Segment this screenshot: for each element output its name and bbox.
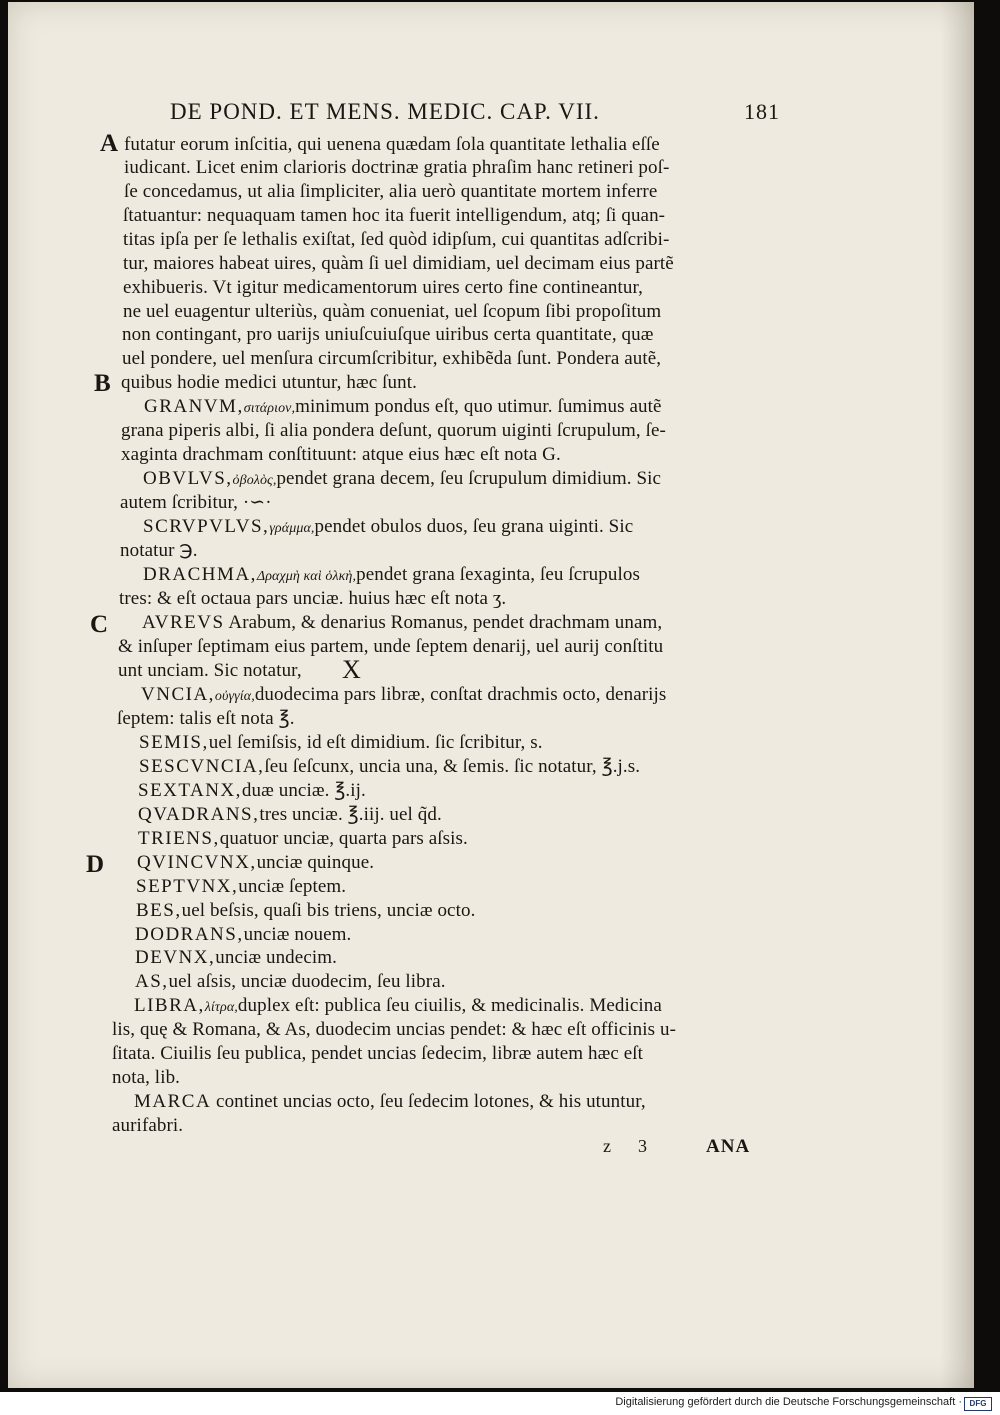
margin-letter-a: A [100,130,119,157]
text-line: unciæ quinque. [256,852,375,873]
text-line: uel pondere, uel menſura circumſcribitur, exhibẽda ſunt. Pondera autẽ, [122,348,662,369]
text-line: pendet obulos duos, ſeu grana uiginti. Sic [314,516,634,537]
text-line: pendet grana decem, ſeu ſcrupulum dimidium. Sic [276,468,662,489]
text-line: duæ unciæ. ℥.ij. [241,780,366,801]
term-marca: MARCA [134,1091,212,1112]
catchword: ANA [706,1136,751,1157]
text-line: autem ſcribitur, ·∽· [120,492,272,513]
entry-aureus [142,611,662,635]
text-line: & inſuper ſeptimam eius partem, unde ſeptem denarij, uel aurij conſtitu [118,636,664,657]
text-line: nota, lib. [112,1067,181,1088]
entry-scrupulus [143,515,633,541]
text-line: duplex eſt: publica ſeu ciuilis, & medicinalis. Medicina [237,995,662,1016]
entry-triens [138,827,468,851]
text-line: grana piperis albi, ſi alia pondera deſunt, quorum uiginti ſcrupulum, ſe- [121,420,666,441]
entry-drachma [143,563,640,589]
text-line: lis, quę & Romana, & As, duodecim uncias pendet: & hæc eſt officinis u- [112,1019,676,1040]
term-quincunx: QVINCVNX, [137,852,257,873]
text-line: unciæ ſeptem. [238,876,347,897]
entry-obulus [143,467,661,493]
text-line: unciæ nouem. [243,924,352,945]
term-drachma: DRACHMA, [143,564,257,585]
entry-marca [134,1090,646,1114]
entry-septunx [136,875,346,899]
term-scrupulus: SCRVPVLVS, [143,516,270,537]
margin-letter-c: C [90,611,109,638]
text-line: quibus hodie medici utuntur, hæc ſunt. [121,372,417,393]
text-line: tur, maiores habeat uires, quàm ſi uel dimidiam, uel decimam eius partẽ [123,253,674,274]
entry-as [135,970,446,994]
text-line: duodecima pars libræ, conſtat drachmis octo, denarijs [254,684,667,705]
term-sextanx: SEXTANX, [138,780,242,801]
text-line: ſeu ſeſcunx, uncia una, & ſemis. ſic notatur, ℥.j.s. [264,756,641,777]
text-line: uel ſemiſsis, id eſt dimidium. ſic ſcribitur, s. [208,732,543,753]
text-line: xaginta drachmam conſtituunt: atque eius hæc eſt nota G. [121,444,561,465]
text-line: ſeptem: talis eſt nota ℥. [117,708,295,729]
term-bes: BES, [136,900,182,921]
text-line: tres: & eſt octaua pars unciæ. huius hæc eſt nota ʒ. [119,588,507,609]
text-line: ne uel euagentur ulteriùs, quàm conueniat, uel ſcopum ſibi propoſitum [123,301,662,322]
text-line: pendet grana ſexaginta, ſeu ſcrupulos [356,564,640,585]
text-line: minimum pondus eſt, quo utimur. ſumimus autẽ [295,396,662,417]
entry-uncia [141,683,666,709]
margin-letter-d: D [86,851,105,878]
text-line: iudicant. Licet enim clarioris doctrinæ gratia phraſim hanc retineri poſ- [124,157,670,178]
greek-uncia: οὐγγία, [214,689,255,704]
entry-granum [144,395,662,421]
signature-mark: z [603,1136,611,1156]
page-number: 181 [744,99,780,124]
text-line: non contingant, pro uarijs uniuſcuiuſque uiribus certa quantitate, quæ [122,324,654,345]
entry-sescuncia [139,755,640,779]
text-line: futatur eorum inſcitia, qui uenena quædam ſola quantitate lethalia eſſe [124,134,660,155]
funding-caption: Digitalisierung gefördert durch die Deutsche Forschungsgemeinschaft · [615,1396,962,1408]
term-as: AS, [135,971,169,992]
term-sescuncia: SESCVNCIA, [139,756,265,777]
term-deunx: DEVNX, [135,947,216,968]
text-line: aurifabri. [112,1115,184,1136]
text-line: Arabum, & denarius Romanus, pendet drachmam unam, [228,612,663,633]
signature-sub: 3 [638,1136,647,1156]
text-line: ſe concedamus, ut alia ſimpliciter, alia uerò quantitate mortem inferre [124,181,658,202]
greek-libra: λίτρα, [204,1000,238,1015]
entry-bes [136,899,475,923]
running-head [170,99,780,133]
term-granum: GRANVM, [144,396,244,417]
text-line: titas ipſa per ſe lethalis exiſtat, ſed quòd idipſum, cui quantitas adſcribi- [123,229,670,250]
text-line: uel beſsis, quaſi bis triens, unciæ octo. [181,900,476,921]
margin-letter-b: B [94,370,111,397]
entry-semis [139,731,543,755]
term-uncia: VNCIA, [141,684,215,705]
term-triens: TRIENS, [138,828,220,849]
text-line: quatuor unciæ, quarta pars aſsis. [219,828,468,849]
greek-scrupulus: γράμμα, [269,521,315,536]
text-line: continet uncias octo, ſeu ſedecim lotones, & his utuntur, [216,1091,646,1112]
term-obulus: OBVLVS, [143,468,233,489]
entry-dodrans [135,923,351,947]
entry-quadrans [138,803,442,827]
entry-deunx [135,946,337,970]
dfg-logo: DFG [964,1397,992,1411]
term-dodrans: DODRANS, [135,924,244,945]
entry-sextanx [138,779,366,803]
term-semis: SEMIS, [139,732,209,753]
text-line: unciæ undecim. [215,947,337,968]
running-head-title: DE POND. ET MENS. MEDIC. CAP. VII. [170,99,600,124]
entry-quincunx [137,851,374,875]
text-line: tres unciæ. ℥.iij. uel q̃d. [259,804,442,825]
text-line: ſitata. Ciuilis ſeu publica, pendet uncias ſedecim, libræ autem hæc eſt [112,1043,644,1064]
term-libra: LIBRA, [134,995,205,1016]
term-quadrans: QVADRANS, [138,804,260,825]
text-line: uel aſsis, unciæ duodecim, ſeu libra. [168,971,446,992]
greek-obulus: ὀβολὸς, [232,473,277,488]
greek-drachma: Δραχμὴ καὶ ὁλκὴ, [256,569,357,584]
text-line: unt unciam. Sic notatur, [118,660,302,681]
entry-libra [134,994,662,1020]
text-line: exhibueris. Vt igitur medicamentorum uires certo fine contineantur, [123,277,644,298]
text-line: ſtatuantur: nequaquam tamen hoc ita fuerit intelligendum, atq; ſi quan- [123,205,666,226]
greek-granum: σιτάριον, [243,401,296,416]
unciam-symbol: X [342,655,361,684]
term-aureus: AVREVS [142,612,225,633]
text-line: notatur ℈. [120,540,198,561]
term-septunx: SEPTVNX, [136,876,239,897]
